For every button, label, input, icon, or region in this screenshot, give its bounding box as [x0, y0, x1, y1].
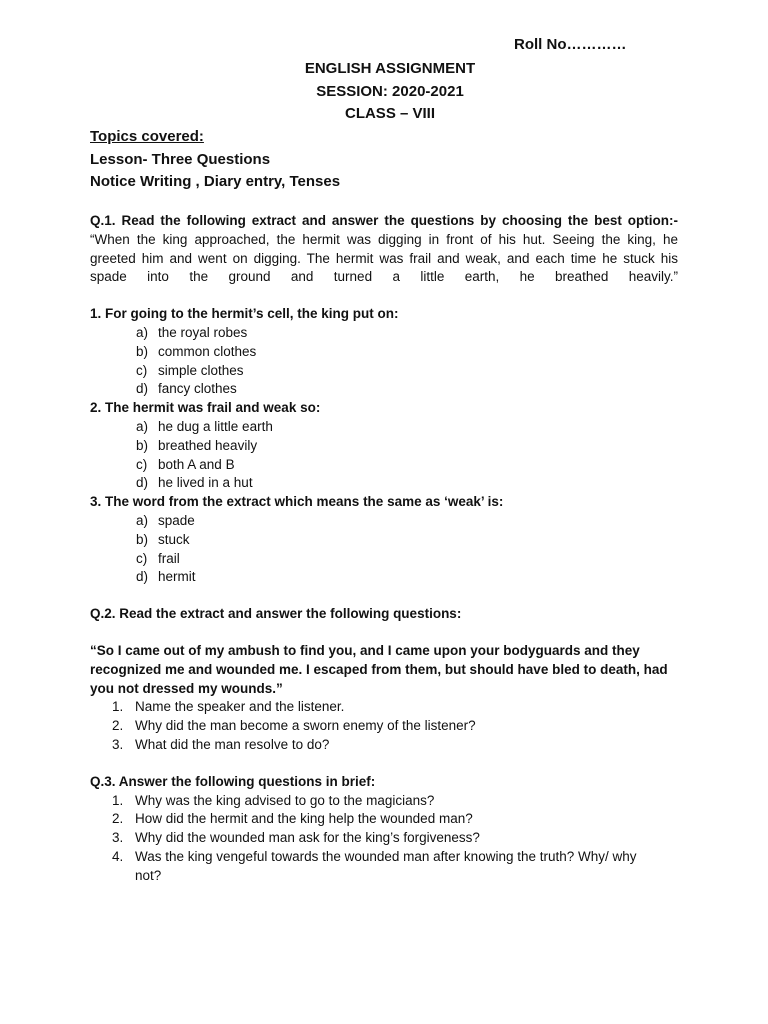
- q1-heading: Q.1. Read the following extract and answer the questions by choosing the best option:-: [90, 213, 678, 228]
- list-item: [90, 698, 678, 717]
- mcq-options: [90, 512, 678, 587]
- assignment-body: [90, 212, 678, 886]
- spacer: [90, 287, 678, 305]
- topics-title: Topics covered:: [90, 128, 204, 145]
- item-number: 3.: [112, 830, 124, 846]
- option-text: he lived in a hut: [158, 475, 253, 491]
- mcq-option: [90, 362, 678, 381]
- mcq-options: [90, 324, 678, 399]
- q2-quote-line: you not dressed my wounds.”: [90, 680, 283, 696]
- q1-extract-line: “When the king approached, the hermit was digging in front of his hut. Seeing the king, he: [90, 231, 678, 247]
- mcq-option: [90, 418, 678, 437]
- heading-session: SESSION: 2020-2021: [316, 82, 464, 100]
- item-text: What did the man resolve to do?: [135, 736, 330, 752]
- item-text: Why was the king advised to go to the magicians?: [135, 792, 435, 808]
- option-text: breathed heavily: [158, 437, 258, 453]
- list-item: [90, 810, 678, 829]
- option-marker: a): [136, 418, 149, 434]
- option-text: spade: [158, 512, 195, 528]
- item-text: How did the hermit and the king help the wounded man?: [135, 811, 473, 827]
- mcq-question: 3. The word from the extract which means the same as ‘weak’ is:: [90, 494, 504, 510]
- spacer: [90, 587, 678, 605]
- topics-lesson: Lesson- Three Questions: [90, 150, 271, 168]
- topics-section: [90, 126, 340, 194]
- mcq-option: [90, 437, 678, 456]
- mcq-question: 1. For going to the hermit’s cell, the king put on:: [90, 306, 399, 322]
- mcq-option: [90, 512, 678, 531]
- mcq-option: [90, 380, 678, 399]
- option-marker: c): [136, 550, 148, 566]
- q1-extract-line: spade into the ground and turned a little earth, he breathed heavily.”: [90, 269, 678, 285]
- option-marker: a): [136, 512, 149, 528]
- topics-others: Notice Writing , Diary entry, Tenses: [90, 173, 341, 190]
- mcq-question: 2. The hermit was frail and weak so:: [90, 400, 321, 416]
- option-marker: a): [136, 324, 149, 340]
- mcq-option: [90, 550, 678, 569]
- item-text: Why did the wounded man ask for the king’s forgiveness?: [135, 830, 480, 846]
- list-item: [90, 736, 678, 755]
- option-text: both A and B: [158, 456, 235, 472]
- mcq-option: [90, 474, 678, 493]
- item-number: 3.: [112, 736, 124, 752]
- spacer: [90, 624, 678, 642]
- option-text: he dug a little earth: [158, 418, 273, 434]
- option-marker: b): [136, 437, 149, 453]
- item-number: 1.: [112, 792, 124, 808]
- q3-heading: Q.3. Answer the following questions in brief:: [90, 773, 376, 789]
- heading-class: CLASS – VIII: [344, 105, 436, 122]
- q2-quote-line: recognized me and wounded me. I escaped from them, but should have bled to death, had: [90, 661, 668, 677]
- option-marker: c): [136, 362, 148, 378]
- item-text-continued: not?: [135, 867, 162, 883]
- item-text: Name the speaker and the listener.: [135, 699, 345, 715]
- list-item: [90, 848, 678, 886]
- option-marker: c): [136, 456, 148, 472]
- option-marker: d): [136, 569, 149, 585]
- item-text: Why did the man become a sworn enemy of the listener?: [135, 718, 476, 734]
- option-marker: d): [136, 475, 149, 491]
- item-number: 1.: [112, 699, 124, 715]
- item-text: Was the king vengeful towards the wounded man after knowing the truth? Why/ why: [135, 848, 637, 864]
- item-number: 2.: [112, 718, 124, 734]
- q2-heading: Q.2. Read the extract and answer the following questions:: [90, 606, 462, 622]
- mcq-options: [90, 418, 678, 493]
- item-number: 4.: [112, 848, 124, 864]
- mcq-option: [90, 568, 678, 587]
- mcq-option: [90, 324, 678, 343]
- spacer: [90, 755, 678, 773]
- assignment-heading: [0, 58, 768, 126]
- mcq-option: [90, 456, 678, 475]
- roll-number: Roll No…………: [514, 36, 627, 53]
- option-text: the royal robes: [158, 324, 248, 340]
- q3-questions: [90, 792, 678, 886]
- option-marker: b): [136, 531, 149, 547]
- option-text: hermit: [158, 569, 196, 585]
- q2-questions: [90, 698, 678, 754]
- q2-quote-line: “So I came out of my ambush to find you, and I came upon your bodyguards and they: [90, 642, 640, 658]
- option-marker: d): [136, 381, 149, 397]
- option-text: simple clothes: [158, 362, 244, 378]
- option-text: stuck: [158, 531, 190, 547]
- option-text: fancy clothes: [158, 381, 237, 397]
- option-text: common clothes: [158, 343, 257, 359]
- list-item: [90, 792, 678, 811]
- heading-title: ENGLISH ASSIGNMENT: [304, 60, 476, 77]
- item-number: 2.: [112, 811, 124, 827]
- option-marker: b): [136, 343, 149, 359]
- list-item: [90, 717, 678, 736]
- mcq-option: [90, 531, 678, 550]
- mcq-option: [90, 343, 678, 362]
- q1-extract-line: greeted him and went on digging. The hermit was frail and weak, and each time he stuck his: [90, 250, 678, 266]
- list-item: [90, 829, 678, 848]
- option-text: frail: [158, 550, 180, 566]
